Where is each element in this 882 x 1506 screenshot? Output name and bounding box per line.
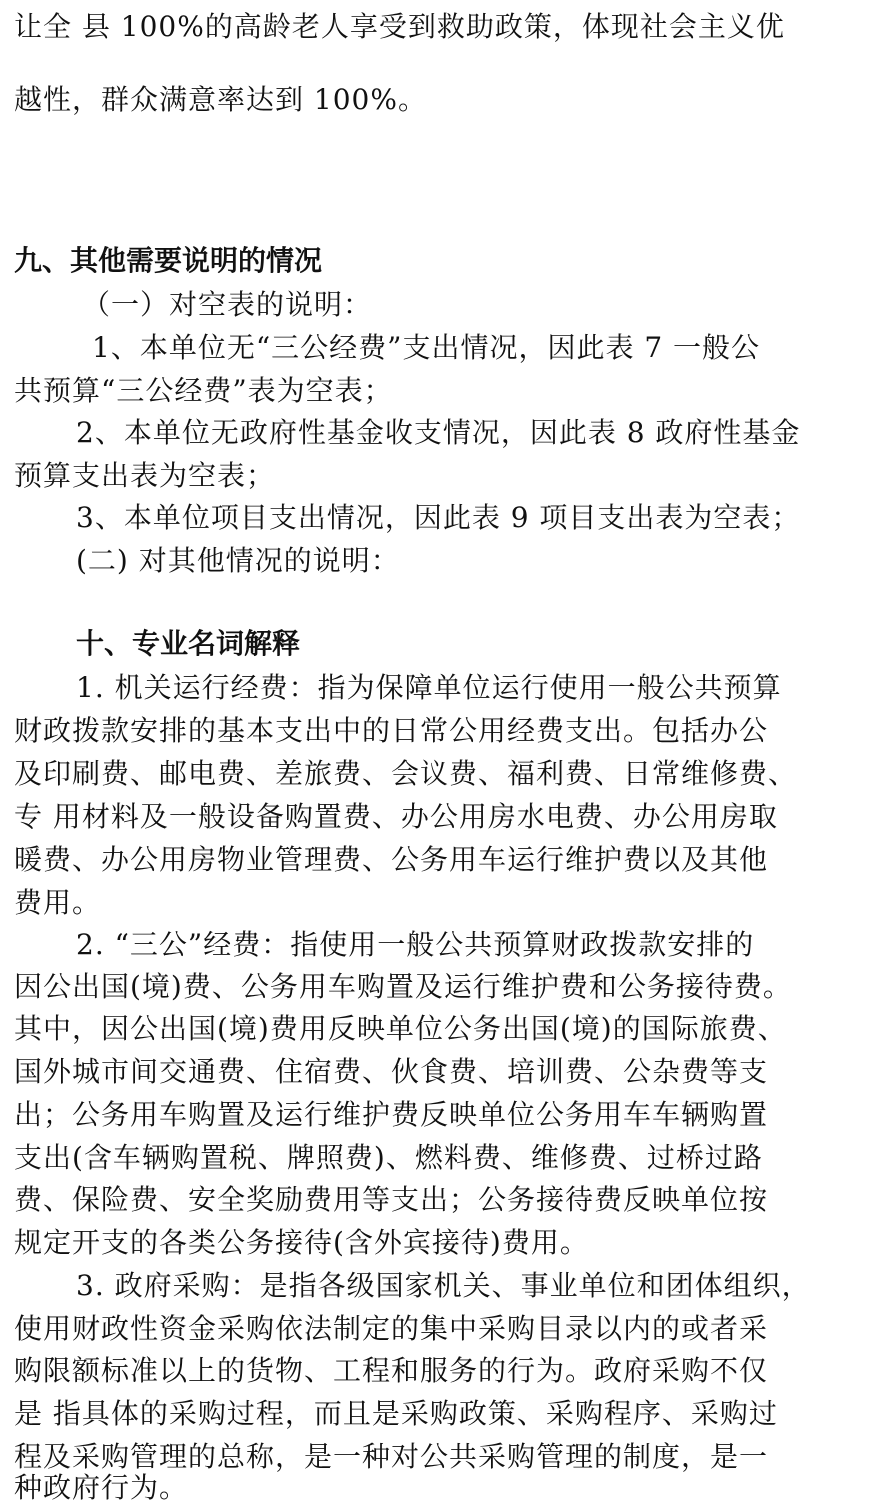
definition-text-line: 规定开支的各类公务接待(含外宾接待)费用。 (14, 1226, 589, 1259)
definition-text-line: 2. “三公”经费：指使用一般公共预算财政拨款安排的 (76, 928, 755, 961)
body-text-line: 越性，群众满意率达到 100%。 (14, 83, 427, 116)
list-item-text: 3、本单位项目支出情况，因此表 9 项目支出表为空表； (76, 501, 801, 534)
subheading: (二) 对其他情况的说明： (76, 544, 400, 577)
definition-text-line: 使用财政性资金采购依法制定的集中采购目录以内的或者采 (14, 1312, 769, 1345)
definition-text-line: 是 指具体的采购过程，而且是采购政策、采购程序、采购过 (14, 1397, 778, 1430)
section-heading-10: 十、专业名词解释 (76, 627, 301, 660)
list-item-text: 1、本单位无“三公经费”支出情况，因此表 7 一般公 (92, 331, 761, 364)
definition-text-line: 支出(含车辆购置税、牌照费)、燃料费、维修费、过桥过路 (14, 1141, 763, 1174)
definition-text-line: 暖费、办公用房物业管理费、公务用车运行维护费以及其他 (14, 843, 769, 876)
definition-text-line: 国外城市间交通费、住宿费、伙食费、培训费、公杂费等支 (14, 1055, 769, 1088)
definition-text-line: 因公出国(境)费、公务用车购置及运行维护费和公务接待费。 (14, 970, 792, 1003)
list-item-text: 共预算“三公经费”表为空表； (14, 374, 393, 407)
section-heading-9: 九、其他需要说明的情况 (14, 244, 323, 277)
list-item-text: 2、本单位无政府性基金收支情况，因此表 8 政府性基金 (76, 416, 801, 449)
definition-text-line: 1. 机关运行经费：指为保障单位运行使用一般公共预算 (76, 671, 782, 704)
definition-text-line: 费、保险费、安全奖励费用等支出；公务接待费反映单位按 (14, 1183, 769, 1216)
definition-text-line: 购限额标准以上的货物、工程和服务的行为。政府采购不仅 (14, 1354, 769, 1387)
definition-text-line: 其中，因公出国(境)费用反映单位公务出国(境)的国际旅费、 (14, 1012, 787, 1045)
definition-text-line: 3. 政府采购：是指各级国家机关、事业单位和团体组织， (76, 1269, 811, 1302)
definition-text-line: 及印刷费、邮电费、差旅费、会议费、福利费、日常维修费、 (14, 757, 798, 790)
definition-text-line: 出；公务用车购置及运行维护费反映单位公务用车车辆购置 (14, 1098, 769, 1131)
definition-text-line: 程及采购管理的总称，是一种对公共采购管理的制度，是一 (14, 1440, 769, 1473)
subheading: （一）对空表的说明： (82, 288, 373, 321)
definition-text-line: 财政拨款安排的基本支出中的日常公用经费支出。包括办公 (14, 714, 769, 747)
definition-text-line: 专 用材料及一般设备购置费、办公用房水电费、办公用房取 (14, 800, 778, 833)
list-item-text: 预算支出表为空表； (14, 459, 276, 492)
definition-text-line: 费用。 (14, 886, 102, 919)
definition-text-line: 种政府行为。 (14, 1471, 189, 1504)
body-text-line: 让全 县 100%的高龄老人享受到救助政策，体现社会主义优 (14, 10, 785, 43)
